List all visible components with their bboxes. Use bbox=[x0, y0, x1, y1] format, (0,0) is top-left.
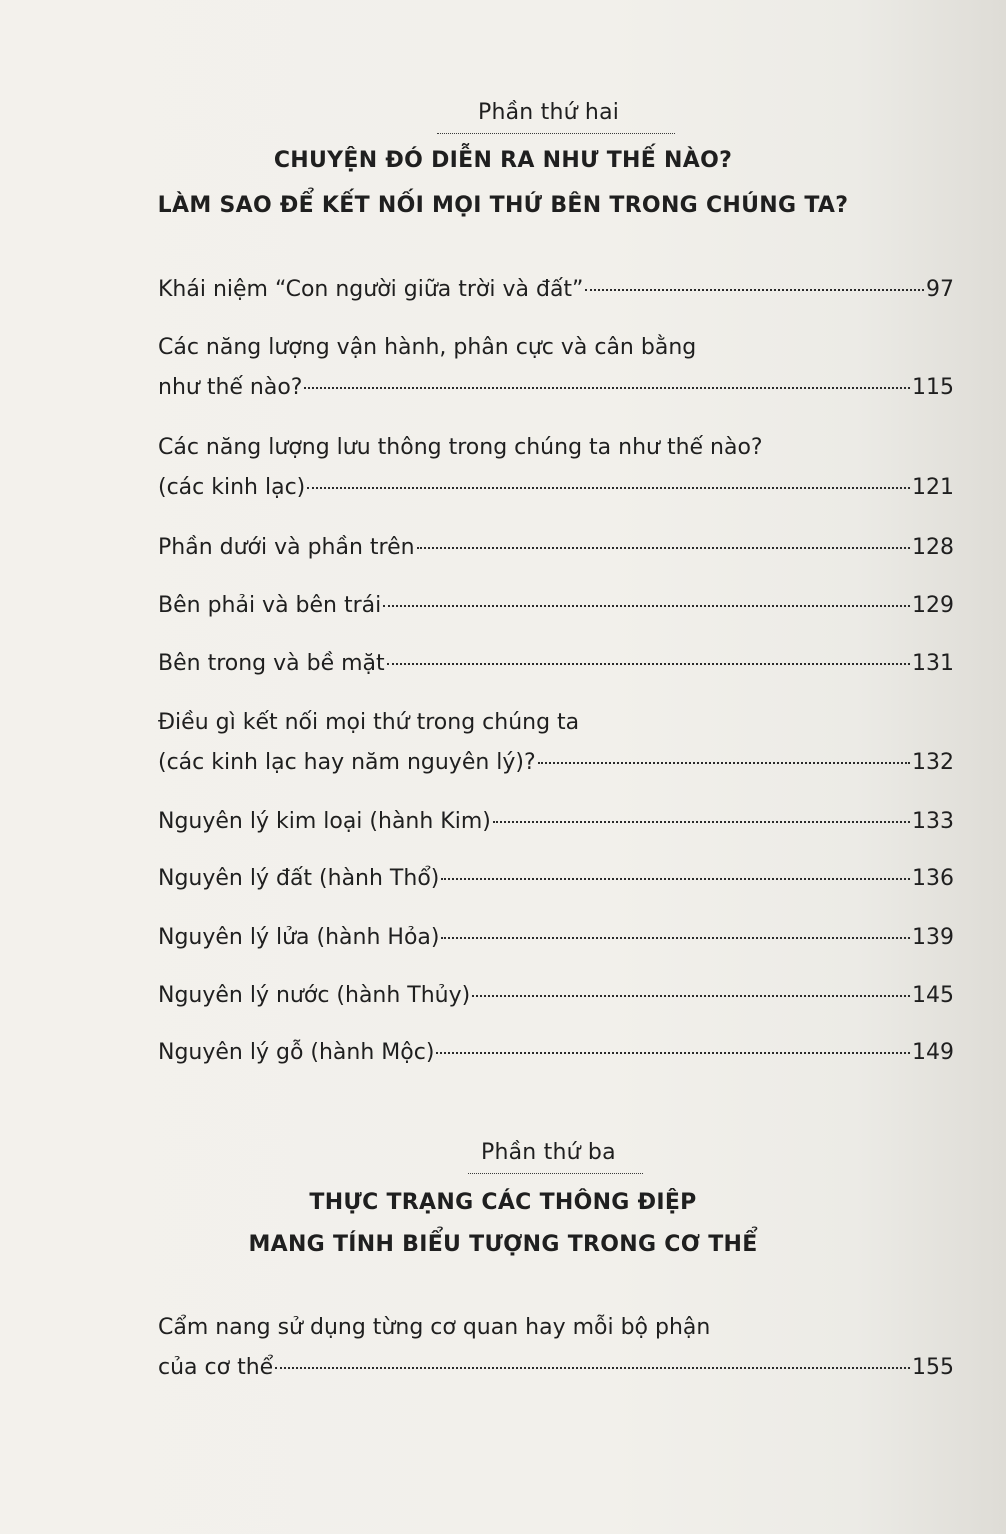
leader-dots bbox=[304, 387, 910, 389]
toc-entry-title-line1: Cẩm nang sử dụng từng cơ quan hay mỗi bộ phận bbox=[158, 1315, 711, 1340]
toc-entry-title-line1: Các năng lượng vận hành, phân cực và cân bằng bbox=[158, 335, 697, 360]
toc-entry-title: Nguyên lý nước (hành Thủy) bbox=[158, 983, 471, 1008]
toc-entry[interactable] bbox=[158, 703, 954, 783]
leader-dots bbox=[307, 487, 910, 489]
toc-entry-title: Khái niệm “Con người giữa trời và đất” bbox=[158, 277, 584, 302]
leader-dots bbox=[538, 762, 910, 764]
toc-entry[interactable] bbox=[158, 644, 954, 684]
toc-page-number: 128 bbox=[912, 535, 954, 560]
toc-entry-title-line1: Điều gì kết nối mọi thứ trong chúng ta bbox=[158, 710, 580, 735]
part-three-heading-line1: THỰC TRẠNG CÁC THÔNG ĐIỆP bbox=[309, 1190, 697, 1215]
toc-entry[interactable] bbox=[158, 1308, 954, 1388]
toc-page-number: 97 bbox=[926, 277, 954, 302]
leader-dots bbox=[493, 821, 910, 823]
leader-dots bbox=[387, 663, 910, 665]
leader-dots bbox=[441, 878, 910, 880]
part-three-label: Phần thứ ba bbox=[481, 1140, 616, 1165]
toc-page-number: 149 bbox=[912, 1040, 954, 1065]
leader-dots bbox=[472, 995, 910, 997]
toc-page-number: 136 bbox=[912, 866, 954, 891]
toc-entry[interactable] bbox=[158, 328, 954, 408]
toc-entry-title: Bên phải và bên trái bbox=[158, 593, 382, 618]
part-two-heading-line2: LÀM SAO ĐỂ KẾT NỐI MỌI THỨ BÊN TRONG CHÚNG TA? bbox=[157, 193, 849, 218]
leader-dots bbox=[585, 289, 924, 291]
toc-entry[interactable] bbox=[158, 976, 954, 1016]
toc-page-number: 133 bbox=[912, 809, 954, 834]
toc-page-number: 139 bbox=[912, 925, 954, 950]
toc-page-number: 131 bbox=[912, 651, 954, 676]
part-two-label: Phần thứ hai bbox=[478, 100, 620, 125]
toc-entry-title: Nguyên lý gỗ (hành Mộc) bbox=[158, 1040, 435, 1065]
toc-entry-title: Nguyên lý đất (hành Thổ) bbox=[158, 866, 440, 891]
leader-dots bbox=[275, 1367, 910, 1369]
leader-dots bbox=[417, 547, 910, 549]
toc-entry[interactable] bbox=[158, 918, 954, 958]
toc-entry[interactable] bbox=[158, 270, 954, 310]
toc-page-number: 132 bbox=[912, 750, 954, 775]
part-two-heading-line1: CHUYỆN ĐÓ DIỄN RA NHƯ THẾ NÀO? bbox=[273, 148, 733, 173]
toc-entry[interactable] bbox=[158, 802, 954, 842]
toc-entry-title: như thế nào? bbox=[158, 375, 303, 400]
toc-entry-title: Nguyên lý kim loại (hành Kim) bbox=[158, 809, 491, 834]
toc-entry-title: (các kinh lạc hay năm nguyên lý)? bbox=[158, 750, 536, 775]
toc-entry-title: của cơ thể bbox=[158, 1355, 274, 1380]
toc-page-number: 145 bbox=[912, 983, 954, 1008]
leader-dots bbox=[436, 1052, 910, 1054]
part-two-rule bbox=[437, 133, 675, 134]
toc-page-number: 155 bbox=[912, 1355, 954, 1380]
toc-page-number: 129 bbox=[912, 593, 954, 618]
leader-dots bbox=[383, 605, 910, 607]
toc-page-number: 121 bbox=[912, 475, 954, 500]
toc-entry-title: Phần dưới và phần trên bbox=[158, 535, 415, 560]
part-three-rule bbox=[468, 1173, 643, 1174]
toc-page-number: 115 bbox=[912, 375, 954, 400]
part-three-heading-line2: MANG TÍNH BIỂU TƯỢNG TRONG CƠ THỂ bbox=[248, 1232, 758, 1257]
toc-entry[interactable] bbox=[158, 428, 954, 508]
toc-entry[interactable] bbox=[158, 586, 954, 626]
toc-entry-title-line1: Các năng lượng lưu thông trong chúng ta như thế nào? bbox=[158, 435, 763, 460]
toc-entry-title: Bên trong và bề mặt bbox=[158, 651, 385, 676]
toc-entry[interactable] bbox=[158, 528, 954, 568]
leader-dots bbox=[441, 937, 910, 939]
toc-entry[interactable] bbox=[158, 859, 954, 899]
toc-entry-title: Nguyên lý lửa (hành Hỏa) bbox=[158, 925, 440, 950]
toc-entry-title: (các kinh lạc) bbox=[158, 475, 306, 500]
toc-entry[interactable] bbox=[158, 1033, 954, 1073]
